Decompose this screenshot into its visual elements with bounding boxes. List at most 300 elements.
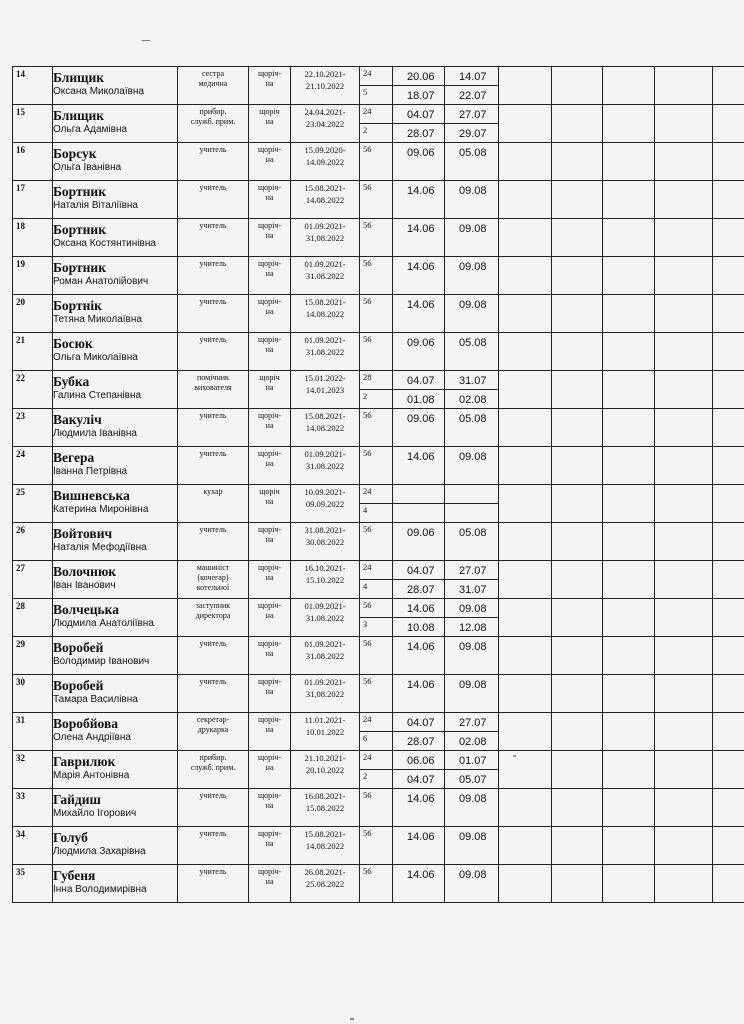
empty-cell: [655, 675, 713, 713]
employee-surname: Голуб: [53, 830, 88, 845]
table-row: [13, 371, 744, 390]
vacation-start-cell: [393, 675, 445, 713]
empty-cell: [552, 561, 603, 599]
table-row: [13, 333, 744, 371]
vacation-end-cell-text: 09.08: [459, 299, 487, 311]
vacation-end-cell-text: 05.08: [459, 527, 487, 539]
empty-cell: [655, 599, 713, 637]
row-number: [13, 713, 53, 751]
vacation-days-cell-text: 56: [363, 334, 372, 344]
employee-surname: Воробей: [53, 640, 104, 655]
vacation-days-cell: [360, 485, 393, 504]
work-period-cell: [291, 181, 360, 219]
vacation-start-cell-text: 04.07: [407, 375, 435, 387]
work-period-cell-text: 21.10.2021- 20.10.2022: [304, 753, 346, 775]
vacation-days-cell: [360, 67, 393, 86]
vacation-days-cell: [360, 770, 393, 789]
empty-cell: [499, 713, 552, 751]
position-cell-text: учитель: [199, 221, 227, 230]
row-number: [13, 143, 53, 181]
employee-given-name: Олена Андріївна: [53, 732, 131, 743]
vacation-start-cell: [393, 713, 445, 732]
employee-given-name: Ольга Миколаївна: [53, 352, 138, 363]
vacation-end-cell: [445, 67, 499, 86]
vacation-end-cell: [445, 561, 499, 580]
vacation-days-cell: [360, 504, 393, 523]
vacation-days-cell-text: 2: [363, 391, 368, 401]
position-cell: [178, 865, 249, 903]
position-cell: [178, 333, 249, 371]
work-period-cell: [291, 751, 360, 789]
vacation-end-cell: [445, 637, 499, 675]
empty-cell: [499, 599, 552, 637]
vacation-schedule-table: [12, 66, 744, 903]
empty-cell: [499, 675, 552, 713]
work-period-cell: [291, 561, 360, 599]
vacation-end-cell: [445, 732, 499, 751]
vacation-days-cell-text: 2: [363, 125, 368, 135]
empty-cell: [499, 295, 552, 333]
employee-name-cell: [53, 637, 178, 675]
employee-name-cell: [53, 447, 178, 485]
table-row: [13, 181, 744, 219]
empty-cell: [713, 257, 744, 295]
frequency-cell: [249, 675, 291, 713]
vacation-end-cell-text: 14.07: [459, 71, 487, 83]
employee-surname: Вакуліч: [53, 412, 102, 427]
vacation-start-cell: [393, 732, 445, 751]
empty-cell: [499, 637, 552, 675]
employee-surname: Вишневська: [53, 488, 130, 503]
work-period-cell: [291, 485, 360, 523]
frequency-cell-text: щоріч- на: [257, 69, 282, 88]
empty-cell: [713, 523, 744, 561]
employee-given-name: Інна Володимирівна: [53, 884, 147, 895]
table-row: [13, 599, 744, 618]
vacation-start-cell: [393, 67, 445, 86]
vacation-days-cell: [360, 333, 393, 371]
work-period-cell-text: 15.08.2021- 14.08.2022: [304, 183, 346, 205]
work-period-cell: [291, 67, 360, 105]
work-period-cell-text: 15.08.2021- 14.08.2022: [304, 829, 346, 851]
empty-cell: [655, 865, 713, 903]
employee-given-name: Оксана Костянтинівна: [53, 238, 156, 249]
work-period-cell: [291, 523, 360, 561]
row-number-text: 33: [16, 791, 25, 801]
vacation-start-cell: [393, 143, 445, 181]
employee-surname: Бортнік: [53, 298, 102, 313]
position-cell-text: учитель: [199, 145, 227, 154]
row-number: [13, 67, 53, 105]
position-cell-text: учитель: [199, 867, 227, 876]
vacation-days-cell: [360, 827, 393, 865]
vacation-end-cell: [445, 181, 499, 219]
vacation-end-cell: [445, 770, 499, 789]
position-cell: [178, 409, 249, 447]
vacation-end-cell-text: 09.08: [459, 831, 487, 843]
employee-name-cell: [53, 561, 178, 599]
empty-cell: [552, 67, 603, 105]
vacation-end-cell: [445, 371, 499, 390]
employee-given-name: Тамара Василівна: [53, 694, 138, 705]
position-cell: [178, 561, 249, 599]
vacation-start-cell: [393, 257, 445, 295]
vacation-days-cell: [360, 637, 393, 675]
position-cell-text: учитель: [199, 791, 227, 800]
vacation-days-cell: [360, 618, 393, 637]
vacation-start-cell: [393, 599, 445, 618]
vacation-days-cell: [360, 143, 393, 181]
vacation-start-cell-text: 28.07: [407, 128, 435, 140]
position-cell: [178, 181, 249, 219]
empty-cell: [552, 637, 603, 675]
vacation-days-cell-text: 56: [363, 866, 372, 876]
frequency-cell-text: щоріч- на: [257, 753, 282, 772]
vacation-end-cell: [445, 580, 499, 599]
empty-cell: [499, 865, 552, 903]
vacation-end-cell-text: 31.07: [459, 375, 487, 387]
frequency-cell: [249, 67, 291, 105]
work-period-cell-text: 01.09.2021- 31.08.2022: [304, 601, 346, 623]
work-period-cell: [291, 371, 360, 409]
vacation-end-cell-text: [445, 504, 498, 522]
row-number-text: 30: [16, 677, 25, 687]
vacation-end-cell: [445, 789, 499, 827]
row-number-text: 18: [16, 221, 25, 231]
empty-cell: [552, 409, 603, 447]
vacation-days-cell: [360, 713, 393, 732]
empty-cell: [713, 599, 744, 637]
frequency-cell-text: щоріч- на: [257, 221, 282, 240]
row-number-text: 32: [16, 753, 25, 763]
vacation-start-cell: [393, 371, 445, 390]
work-period-cell-text: 15.09.2020- 14.09.2022: [304, 145, 346, 167]
employee-name-cell: [53, 599, 178, 637]
employee-given-name: Ольга Іванівна: [53, 162, 122, 173]
frequency-cell: [249, 219, 291, 257]
position-cell-text: заступник директора: [195, 601, 231, 620]
vacation-start-cell: [393, 751, 445, 770]
empty-cell: [499, 371, 552, 409]
empty-cell: [713, 637, 744, 675]
work-period-cell: [291, 599, 360, 637]
vacation-start-cell: [393, 105, 445, 124]
empty-cell: [552, 295, 603, 333]
row-number-text: 14: [16, 69, 25, 79]
frequency-cell-text: щоріч на: [259, 487, 280, 506]
employee-name-cell: [53, 143, 178, 181]
empty-cell: [655, 713, 713, 751]
empty-cell: [655, 143, 713, 181]
row-number-text: 31: [16, 715, 25, 725]
empty-cell: [552, 713, 603, 751]
row-number-text: 27: [16, 563, 25, 573]
employee-given-name: Володимир Іванович: [53, 656, 150, 667]
row-number: [13, 257, 53, 295]
vacation-start-cell-text: 14.06: [407, 641, 435, 653]
empty-cell: [603, 219, 655, 257]
vacation-end-cell-text: 27.07: [459, 565, 487, 577]
row-number-text: 25: [16, 487, 25, 497]
table-row: [13, 865, 744, 903]
position-cell-text: учитель: [199, 183, 227, 192]
empty-cell: [655, 447, 713, 485]
vacation-end-cell: [445, 390, 499, 409]
row-number: [13, 637, 53, 675]
empty-cell: [552, 219, 603, 257]
vacation-start-cell-text: 28.07: [407, 584, 435, 596]
employee-name-cell: [53, 865, 178, 903]
employee-name-cell: [53, 67, 178, 105]
empty-cell: [655, 637, 713, 675]
employee-name-cell: [53, 675, 178, 713]
vacation-start-cell-text: 04.07: [407, 717, 435, 729]
empty-cell: [713, 561, 744, 599]
work-period-cell: [291, 789, 360, 827]
vacation-days-cell-text: 24: [363, 486, 372, 496]
vacation-days-cell-text: 56: [363, 296, 372, 306]
vacation-end-cell-text: 01.07: [459, 755, 487, 767]
employee-name-cell: [53, 485, 178, 523]
vacation-end-cell: [445, 599, 499, 618]
employee-name-cell: [53, 257, 178, 295]
empty-cell: [552, 827, 603, 865]
vacation-start-cell-text: 14.06: [407, 261, 435, 273]
empty-cell: [713, 751, 744, 789]
frequency-cell: [249, 865, 291, 903]
table-row: [13, 637, 744, 675]
empty-cell: [499, 67, 552, 105]
vacation-start-cell: [393, 618, 445, 637]
vacation-days-cell-text: 3: [363, 619, 368, 629]
vacation-days-cell: [360, 865, 393, 903]
employee-surname: Волочнюк: [53, 564, 117, 579]
vacation-start-cell-text: 04.07: [407, 774, 435, 786]
employee-name-cell: [53, 219, 178, 257]
vacation-days-cell: [360, 409, 393, 447]
work-period-cell: [291, 409, 360, 447]
position-cell: [178, 371, 249, 409]
frequency-cell-text: щоріч- на: [257, 449, 282, 468]
work-period-cell: [291, 105, 360, 143]
vacation-end-cell-text: 31.07: [459, 584, 487, 596]
position-cell: [178, 713, 249, 751]
vacation-start-cell: [393, 827, 445, 865]
work-period-cell: [291, 637, 360, 675]
frequency-cell-text: щоріч- на: [257, 829, 282, 848]
frequency-cell: [249, 295, 291, 333]
row-number-text: 23: [16, 411, 25, 421]
empty-cell: [499, 447, 552, 485]
vacation-end-cell-text: 05.07: [459, 774, 487, 786]
frequency-cell: [249, 105, 291, 143]
work-period-cell-text: 26.08.2021- 25.08.2022: [304, 867, 346, 889]
row-number-text: 15: [16, 107, 25, 117]
table-row: [13, 295, 744, 333]
vacation-days-cell-text: 56: [363, 828, 372, 838]
employee-given-name: Оксана Миколаївна: [53, 86, 145, 97]
vacation-end-cell: [445, 143, 499, 181]
vacation-days-cell: [360, 561, 393, 580]
position-cell: [178, 105, 249, 143]
vacation-end-cell-text: 12.08: [459, 622, 487, 634]
empty-cell: [713, 181, 744, 219]
empty-cell: [603, 181, 655, 219]
empty-cell: [655, 523, 713, 561]
vacation-start-cell: [393, 561, 445, 580]
vacation-days-cell-text: 56: [363, 790, 372, 800]
empty-cell: [603, 143, 655, 181]
empty-cell: [713, 713, 744, 751]
vacation-start-cell: [393, 865, 445, 903]
empty-cell: [603, 751, 655, 789]
employee-surname: Воробйова: [53, 716, 118, 731]
position-cell-text: помічник вихователя: [194, 373, 232, 392]
empty-cell: [713, 67, 744, 105]
vacation-start-cell-text: 04.07: [407, 109, 435, 121]
empty-cell: [499, 485, 552, 523]
empty-cell: [713, 219, 744, 257]
position-cell: [178, 599, 249, 637]
frequency-cell-text: щоріч- на: [257, 601, 282, 620]
vacation-end-cell: [445, 713, 499, 732]
work-period-cell: [291, 333, 360, 371]
vacation-end-cell: [445, 485, 499, 504]
employee-surname: Вегера: [53, 450, 95, 465]
empty-cell: [552, 333, 603, 371]
position-cell: [178, 447, 249, 485]
vacation-days-cell: [360, 523, 393, 561]
vacation-start-cell: [393, 219, 445, 257]
empty-cell: [655, 67, 713, 105]
vacation-start-cell-text: 09.06: [407, 413, 435, 425]
vacation-end-cell: [445, 333, 499, 371]
table-row: [13, 675, 744, 713]
vacation-days-cell-text: 6: [363, 733, 368, 743]
vacation-days-cell-text: 56: [363, 638, 372, 648]
frequency-cell-text: щоріч- на: [257, 297, 282, 316]
vacation-end-cell-text: 05.08: [459, 147, 487, 159]
employee-given-name: Галина Степанівна: [53, 390, 142, 401]
vacation-start-cell-text: 10.08: [407, 622, 435, 634]
vacation-days-cell-text: 56: [363, 676, 372, 686]
employee-surname: Войтович: [53, 526, 113, 541]
table-row: [13, 447, 744, 485]
employee-given-name: Іванна Петрівна: [53, 466, 128, 477]
row-number: [13, 485, 53, 523]
position-cell: [178, 827, 249, 865]
row-number: [13, 219, 53, 257]
empty-cell: [499, 219, 552, 257]
position-cell-text: прибир. служб. прим.: [190, 753, 236, 772]
frequency-cell-text: щоріч- на: [257, 563, 282, 582]
position-cell: [178, 295, 249, 333]
row-number-text: 17: [16, 183, 25, 193]
table-row: [13, 409, 744, 447]
frequency-cell: [249, 523, 291, 561]
position-cell: [178, 789, 249, 827]
vacation-end-cell-text: 09.08: [459, 641, 487, 653]
work-period-cell: [291, 713, 360, 751]
empty-cell: [655, 333, 713, 371]
position-cell-text: учитель: [199, 677, 227, 686]
vacation-days-cell-text: 56: [363, 524, 372, 534]
empty-cell: [552, 447, 603, 485]
employee-surname: Босюк: [53, 336, 93, 351]
position-cell: [178, 67, 249, 105]
vacation-days-cell: [360, 257, 393, 295]
table-row: [13, 485, 744, 504]
frequency-cell-text: щоріч- на: [257, 183, 282, 202]
work-period-cell-text: 01.09.2021- 31.08.2022: [304, 335, 346, 357]
empty-cell: [655, 409, 713, 447]
row-number: [13, 105, 53, 143]
empty-cell: [603, 295, 655, 333]
frequency-cell: [249, 827, 291, 865]
row-number: [13, 181, 53, 219]
work-period-cell: [291, 143, 360, 181]
work-period-cell-text: 01.09.2021- 31.08.2022: [304, 449, 346, 471]
vacation-days-cell: [360, 447, 393, 485]
vacation-start-cell: [393, 485, 445, 504]
scan-mark-top: [142, 40, 150, 41]
work-period-cell: [291, 827, 360, 865]
vacation-days-cell: [360, 732, 393, 751]
vacation-days-cell: [360, 124, 393, 143]
empty-cell: [499, 143, 552, 181]
vacation-end-cell-text: 02.08: [459, 394, 487, 406]
vacation-days-cell-text: 24: [363, 714, 372, 724]
employee-name-cell: [53, 181, 178, 219]
vacation-start-cell-text: 06.06: [407, 755, 435, 767]
vacation-start-cell: [393, 523, 445, 561]
vacation-days-cell: [360, 181, 393, 219]
work-period-cell-text: 15.08.2021- 14.08.2022: [304, 411, 346, 433]
vacation-days-cell-text: 56: [363, 448, 372, 458]
frequency-cell: [249, 181, 291, 219]
vacation-days-cell-text: 24: [363, 752, 372, 762]
vacation-days-cell-text: 24: [363, 562, 372, 572]
work-period-cell-text: 15.01.2022- 14.01.2023: [304, 373, 346, 395]
work-period-cell-text: 01.09.2021- 31.08.2022: [304, 221, 346, 243]
vacation-end-cell: [445, 675, 499, 713]
row-number-text: 19: [16, 259, 25, 269]
vacation-end-cell-text: 27.07: [459, 109, 487, 121]
empty-cell: [552, 257, 603, 295]
vacation-start-cell: [393, 333, 445, 371]
vacation-days-cell: [360, 751, 393, 770]
frequency-cell: [249, 789, 291, 827]
vacation-days-cell-text: 2: [363, 771, 368, 781]
vacation-end-cell: [445, 618, 499, 637]
vacation-days-cell-text: 4: [363, 581, 368, 591]
work-period-cell-text: 01.09.2021- 31.08.2022: [304, 639, 346, 661]
row-number: [13, 599, 53, 637]
row-number: [13, 447, 53, 485]
vacation-end-cell-text: 22.07: [459, 90, 487, 102]
empty-cell: [713, 789, 744, 827]
vacation-days-cell-text: 28: [363, 372, 372, 382]
vacation-end-cell-text: 05.08: [459, 413, 487, 425]
vacation-start-cell: [393, 504, 445, 523]
employee-surname: Борсук: [53, 146, 97, 161]
position-cell: [178, 637, 249, 675]
empty-cell: [499, 333, 552, 371]
vacation-start-cell: [393, 86, 445, 105]
row-number: [13, 789, 53, 827]
empty-cell: [655, 827, 713, 865]
row-number-text: 24: [16, 449, 25, 459]
